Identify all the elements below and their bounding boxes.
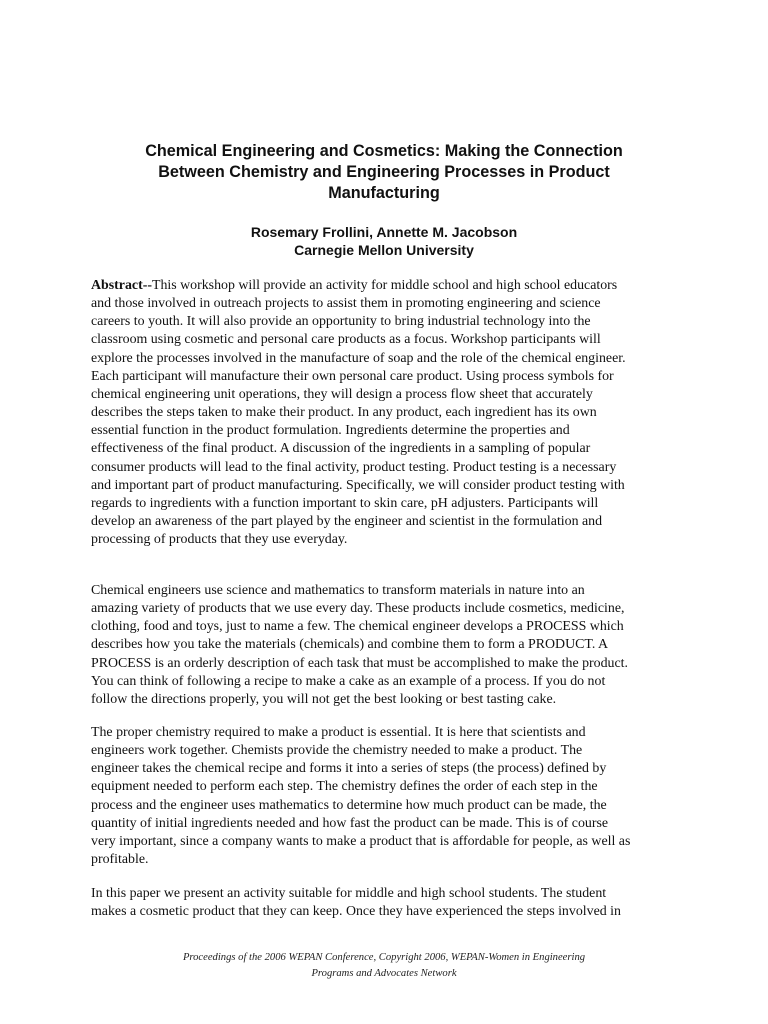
abstract-line: classroom using cosmetic and personal care products as a focus. Workshop participants will xyxy=(91,332,601,348)
footer-line: Programs and Advocates Network xyxy=(311,967,457,979)
abstract-line: explore the processes involved in the manufacture of soap and the role of the chemical engineer. xyxy=(91,350,626,366)
paragraph-line: engineers work together. Chemists provide the chemistry needed to make a product. The xyxy=(91,743,583,759)
abstract-line: describes the steps taken to make their product. In any product, each ingredient has its own xyxy=(91,405,597,421)
paragraph-line: very important, since a company wants to make a product that is affordable for people, as well as xyxy=(91,833,631,849)
author-affiliation: Carnegie Mellon University xyxy=(294,242,474,258)
author-names: Rosemary Frollini, Annette M. Jacobson xyxy=(250,224,518,240)
paragraph-line: clothing, food and toys, just to name a few. The chemical engineer develops a PROCESS which xyxy=(91,619,624,635)
paragraph-line: The proper chemistry required to make a product is essential. It is here that scientists and xyxy=(91,725,586,740)
title-line: Between Chemistry and Engineering Processes in Product xyxy=(158,163,610,181)
abstract-line-text: This workshop will provide an activity for middle school and high school educators xyxy=(151,278,618,293)
title-line: Chemical Engineering and Cosmetics: Making the Connection xyxy=(145,142,623,160)
abstract-line: processing of products that they use everyday. xyxy=(91,532,348,548)
paragraph-line: amazing variety of products that we use every day. These products include cosmetics, medicine, xyxy=(91,601,625,617)
author-block xyxy=(90,223,678,259)
abstract-line: develop an awareness of the part played by the engineer and scientist in the formulation and xyxy=(91,514,603,530)
paragraph-line: You can think of following a recipe to make a cake as an example of a process. If you do not xyxy=(91,673,606,689)
paragraph-line: Chemical engineers use science and mathematics to transform materials in nature into an xyxy=(91,583,585,598)
abstract-label: Abstract-- xyxy=(91,278,152,293)
page-footer xyxy=(90,950,678,981)
abstract-line: chemical engineering unit operations, they will design a process flow sheet that accurately xyxy=(91,386,593,402)
paragraph-line: equipment needed to perform each step. The chemistry defines the order of each step in the xyxy=(91,779,598,795)
paragraph-line: PROCESS is an orderly description of each task that must be accomplished to make the product. xyxy=(91,655,628,671)
abstract-line: and important part of product manufacturing. Specifically, we will consider product testing with xyxy=(91,477,625,493)
paragraph-line: follow the directions properly, you will not get the best looking or best tasting cake. xyxy=(91,691,557,707)
abstract-line: regards to ingredients with a function important to skin care, pH adjusters. Participants will xyxy=(91,495,599,511)
paper-title xyxy=(90,141,678,204)
abstract-paragraph xyxy=(91,277,677,549)
body-paragraph-3 xyxy=(91,885,677,921)
paragraph-line: describes how you take the materials (chemicals) and combine them to form a PRODUCT. A xyxy=(91,637,609,653)
body-paragraph-2 xyxy=(91,724,677,869)
paragraph-line: makes a cosmetic product that they can keep. Once they have experienced the steps involved in xyxy=(91,904,621,920)
body-paragraph-1 xyxy=(91,582,677,709)
footer-line: Proceedings of the 2006 WEPAN Conference, Copyright 2006, WEPAN-Women in Engineering xyxy=(182,952,586,963)
abstract-line: effectiveness of the final product. A discussion of the ingredients in a sampling of popular xyxy=(91,441,591,457)
abstract-line: essential function in the product formulation. Ingredients determine the properties and xyxy=(91,423,570,439)
abstract-line: consumer products will lead to the final activity, product testing. Product testing is a necessary xyxy=(91,459,617,475)
paragraph-line: engineer takes the chemical recipe and forms it into a series of steps (the process) defined by xyxy=(91,761,607,777)
paragraph-line: In this paper we present an activity suitable for middle and high school students. The student xyxy=(91,886,607,901)
abstract-line: and those involved in outreach projects to assist them in promoting engineering and science xyxy=(91,296,601,312)
abstract-line xyxy=(91,277,677,295)
abstract-line: careers to youth. It will also provide an opportunity to bring industrial technology into the xyxy=(91,314,591,330)
paragraph-line: process and the engineer uses mathematics to determine how much product can be made, the xyxy=(91,797,607,813)
title-line: Manufacturing xyxy=(328,184,440,202)
abstract-line: Each participant will manufacture their own personal care product. Using process symbols for xyxy=(91,368,614,384)
paragraph-line: quantity of initial ingredients needed and how fast the product can be made. This is of course xyxy=(91,815,609,831)
paragraph-line: profitable. xyxy=(91,852,149,868)
